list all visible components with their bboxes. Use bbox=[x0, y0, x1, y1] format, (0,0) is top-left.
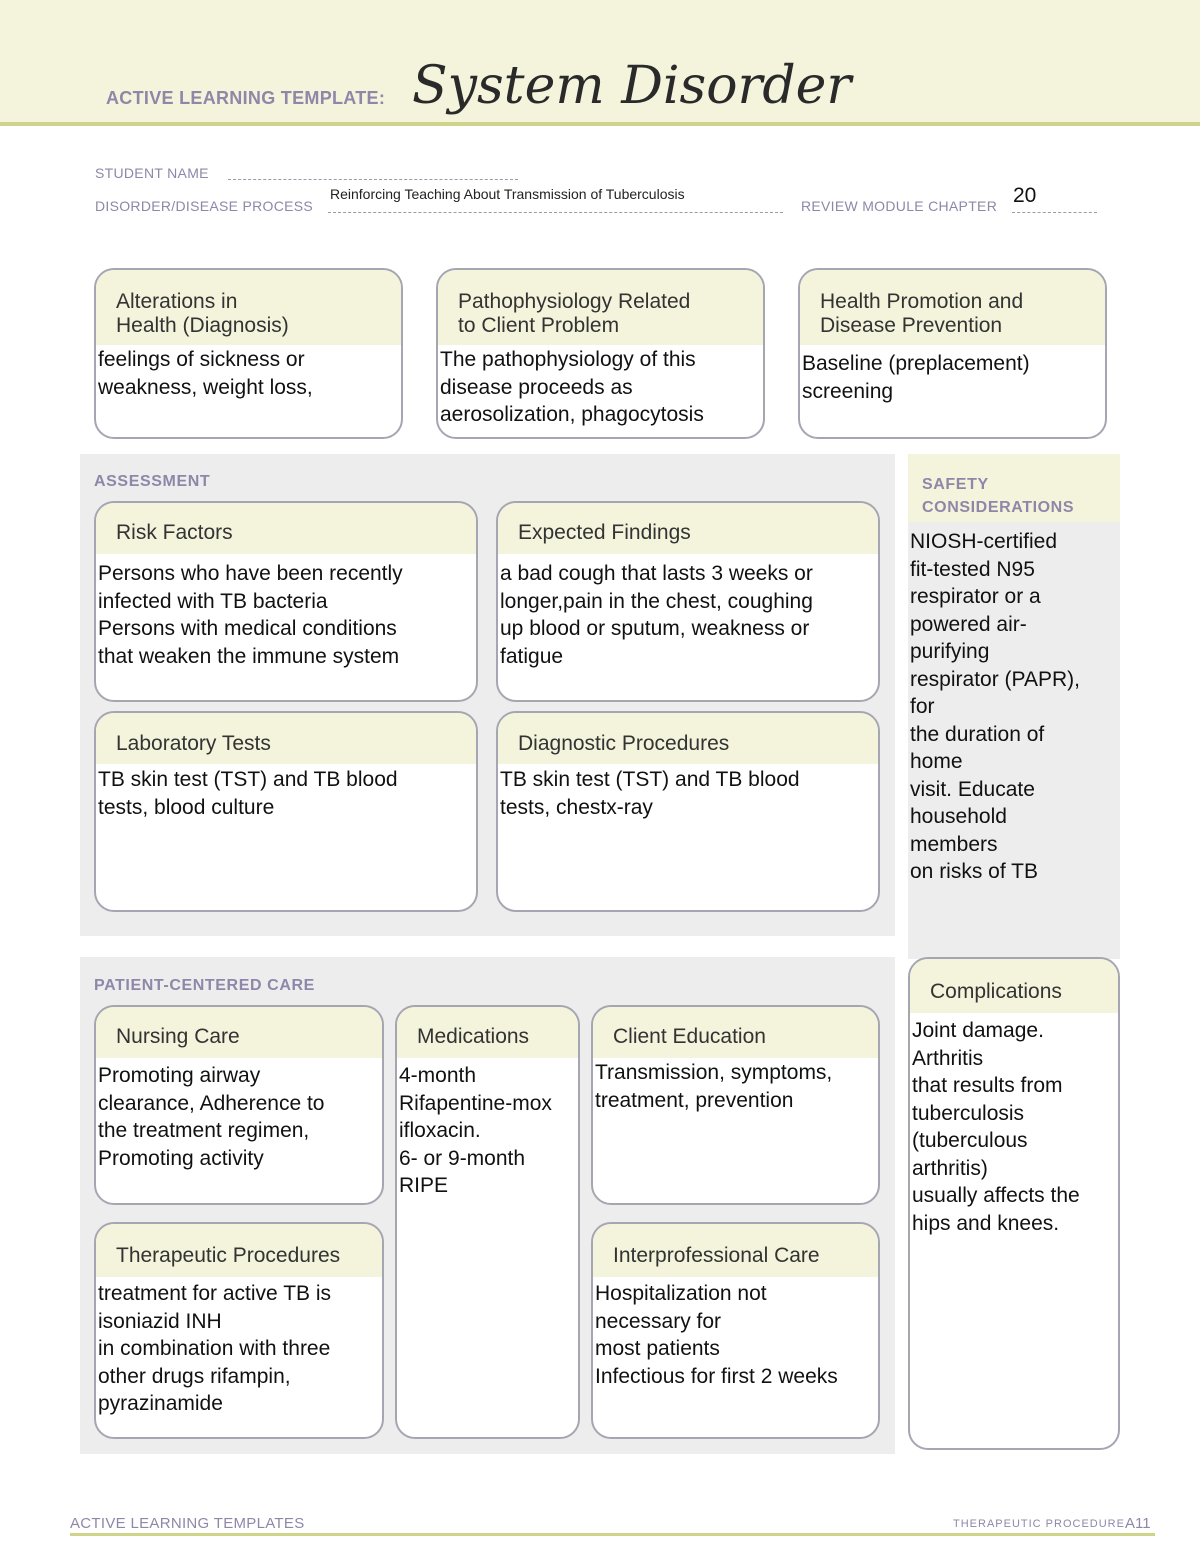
complications-card bbox=[908, 957, 1120, 1450]
medications-body: 4-month Rifapentine-mox ifloxacin. 6- or 9-month RIPE bbox=[399, 1064, 552, 1197]
page-title: System Disorder bbox=[412, 56, 852, 116]
expected-findings-body: a bad cough that lasts 3 weeks or longer,pain in the chest, coughing up blood or sputum, weakness or fatigue bbox=[500, 562, 813, 668]
diagnostic-procedures-card bbox=[496, 711, 880, 912]
interprofessional-care-card bbox=[591, 1222, 880, 1439]
expected-findings-title: Expected Findings bbox=[498, 503, 878, 554]
alterations-title: Alterations in Health (Diagnosis) bbox=[96, 270, 401, 345]
footer-rule bbox=[70, 1533, 1155, 1536]
disorder-value: Reinforcing Teaching About Transmission of Tuberculosis bbox=[330, 186, 685, 202]
pathophysiology-card bbox=[436, 268, 765, 439]
therapeutic-procedures-title: Therapeutic Procedures bbox=[96, 1224, 382, 1277]
pathophysiology-title: Pathophysiology Related to Client Problem bbox=[438, 270, 763, 345]
nursing-care-card bbox=[94, 1005, 384, 1205]
student-name-field[interactable] bbox=[228, 178, 518, 180]
review-module-label: REVIEW MODULE CHAPTER bbox=[801, 198, 998, 214]
risk-factors-card bbox=[94, 501, 478, 702]
nursing-care-body: Promoting airway clearance, Adherence to the treatment regimen, Promoting activity bbox=[98, 1064, 325, 1170]
header-rule bbox=[0, 122, 1200, 126]
client-education-body: Transmission, symptoms, treatment, prevention bbox=[595, 1061, 833, 1112]
patient-care-label: PATIENT-CENTERED CARE bbox=[94, 977, 315, 994]
footer-section: THERAPEUTIC PROCEDURE bbox=[953, 1518, 1125, 1530]
complications-title: Complications bbox=[910, 959, 1118, 1013]
pathophysiology-body: The pathophysiology of this disease proceeds as aerosolization, phagocytosis bbox=[440, 348, 704, 426]
interprofessional-care-body: Hospitalization not necessary for most patients Infectious for first 2 weeks bbox=[595, 1282, 838, 1388]
diagnostic-procedures-body: TB skin test (TST) and TB blood tests, chestx-ray bbox=[500, 768, 800, 819]
laboratory-tests-card bbox=[94, 711, 478, 912]
disorder-field[interactable] bbox=[328, 211, 783, 213]
medications-title: Medications bbox=[397, 1007, 578, 1058]
health-promotion-body: Baseline (preplacement) screening bbox=[802, 352, 1030, 403]
therapeutic-procedures-card bbox=[94, 1222, 384, 1439]
nursing-care-title: Nursing Care bbox=[96, 1007, 382, 1058]
safety-body: NIOSH-certified fit-tested N95 respirator or a powered air- purifying respirator (PAPR), for the duration of home visit. Educate household members on risks of TB bbox=[910, 530, 1080, 883]
medications-card bbox=[395, 1005, 580, 1439]
health-promotion-title: Health Promotion and Disease Prevention bbox=[800, 270, 1105, 345]
laboratory-tests-title: Laboratory Tests bbox=[96, 713, 476, 764]
diagnostic-procedures-title: Diagnostic Procedures bbox=[498, 713, 878, 764]
alterations-body: feelings of sickness or weakness, weight loss, bbox=[98, 348, 313, 399]
footer-left: ACTIVE LEARNING TEMPLATES bbox=[70, 1515, 305, 1532]
review-module-field[interactable] bbox=[1012, 211, 1097, 213]
laboratory-tests-body: TB skin test (TST) and TB blood tests, blood culture bbox=[98, 768, 398, 819]
health-promotion-card bbox=[798, 268, 1107, 439]
page-number: A11 bbox=[1125, 1515, 1151, 1532]
alterations-card bbox=[94, 268, 403, 439]
disorder-label: DISORDER/DISEASE PROCESS bbox=[95, 198, 314, 214]
expected-findings-card bbox=[496, 501, 880, 702]
review-module-value: 20 bbox=[1013, 184, 1037, 207]
interprofessional-care-title: Interprofessional Care bbox=[593, 1224, 878, 1277]
client-education-title: Client Education bbox=[593, 1007, 878, 1058]
client-education-card bbox=[591, 1005, 880, 1205]
therapeutic-procedures-body: treatment for active TB is isoniazid INH in combination with three other drugs rifampin, pyrazinamide bbox=[98, 1282, 332, 1415]
student-name-label: STUDENT NAME bbox=[95, 165, 209, 181]
complications-body: Joint damage. Arthritis that results from tuberculosis (tuberculous arthritis) usually affects the hips and knees. bbox=[912, 1019, 1080, 1235]
risk-factors-body: Persons who have been recently infected with TB bacteria Persons with medical conditions that weaken the immune system bbox=[98, 562, 403, 668]
assessment-label: ASSESSMENT bbox=[94, 473, 211, 490]
risk-factors-title: Risk Factors bbox=[96, 503, 476, 554]
template-brand: ACTIVE LEARNING TEMPLATE: bbox=[106, 88, 386, 108]
safety-label: SAFETY CONSIDERATIONS bbox=[922, 476, 1075, 516]
